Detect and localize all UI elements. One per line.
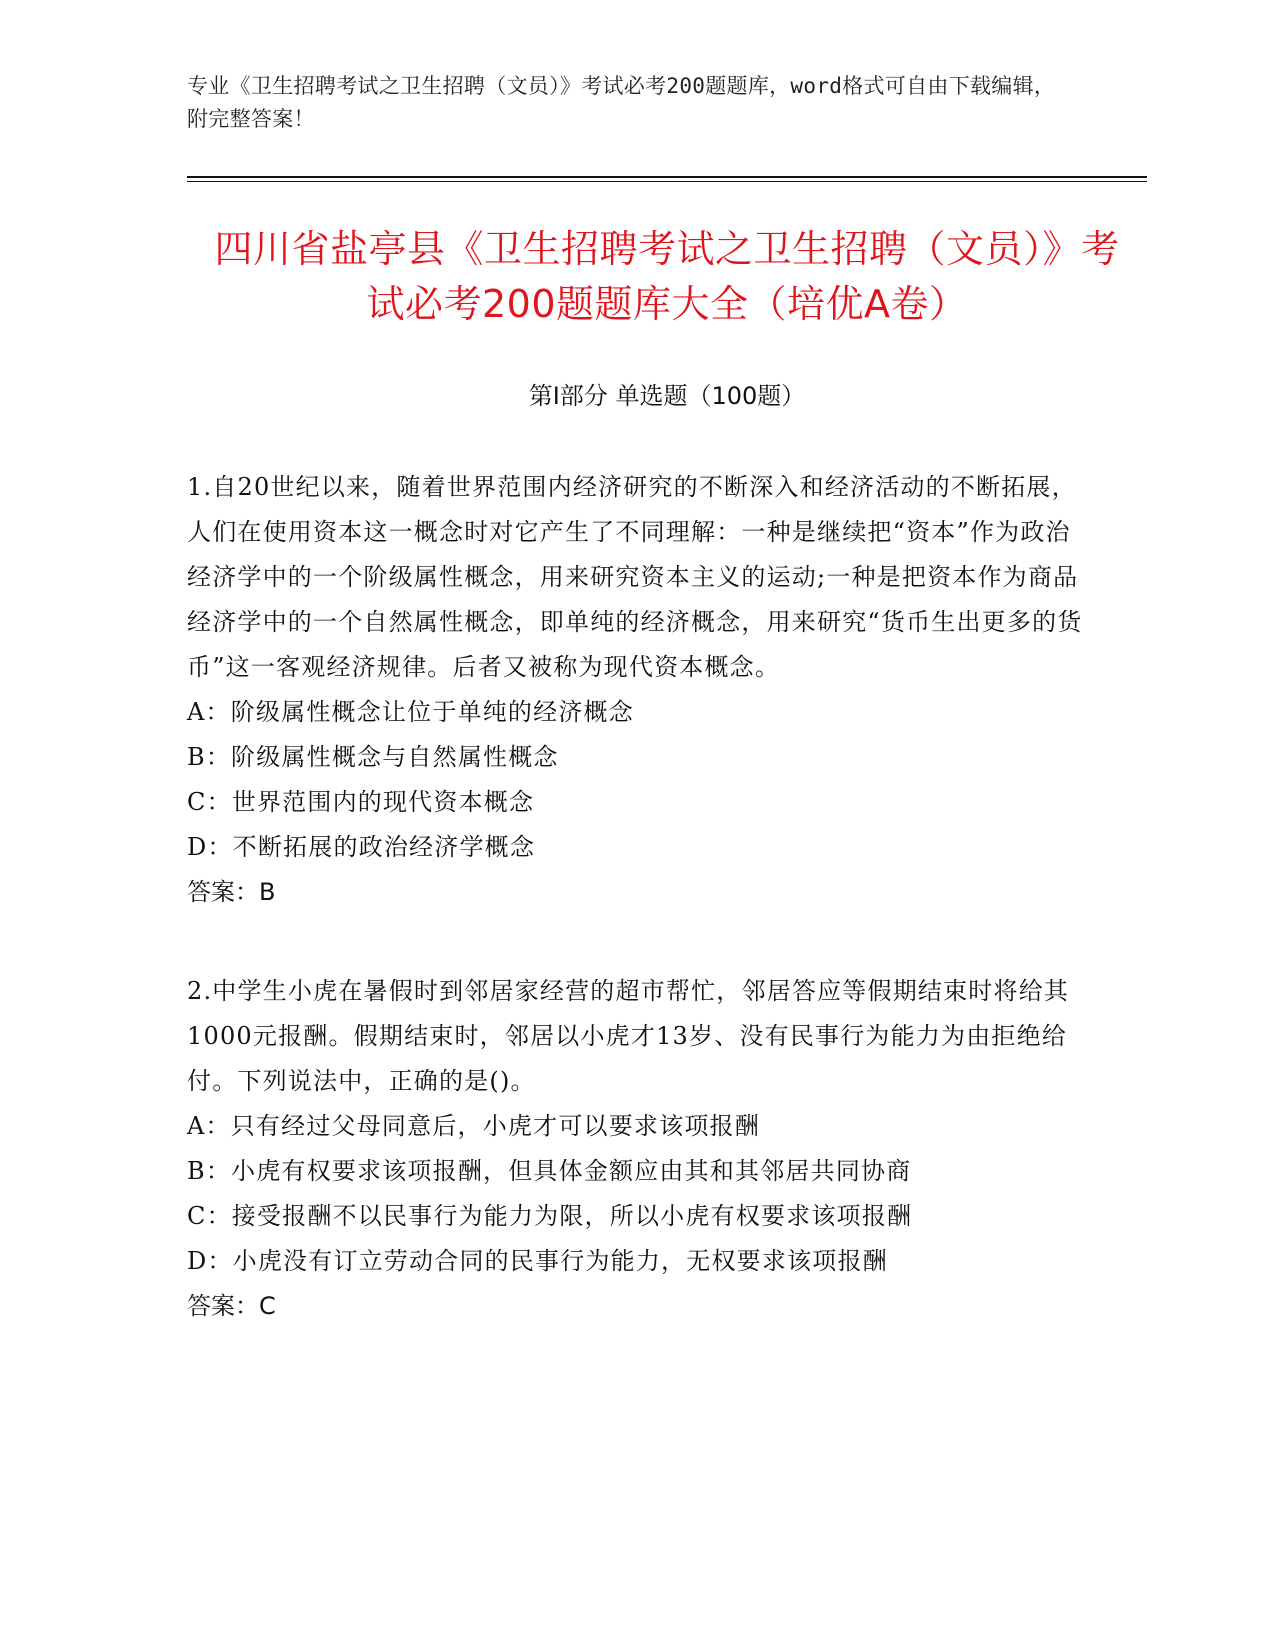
option-b: B：小虎有权要求该项报酬，但具体金额应由其和其邻居共同协商 [187,1157,912,1185]
document-page [187,70,1147,1329]
document-title: 四川省盐亭县《卫生招聘考试之卫生招聘（文员）》考试必考200题题库大全（培优A卷） [214,227,1120,326]
option-a: A：阶级属性概念让位于单纯的经济概念 [187,698,634,726]
option-d: D：不断拓展的政治经济学概念 [187,833,536,861]
section-title: 第Ⅰ部分 单选题（100题） [528,382,806,410]
header-divider-thick [187,176,1147,178]
question-stem: 1.自20世纪以来，随着世界范围内经济研究的不断深入和经济活动的不断拓展，人们在使用资本这一概念时对它产生了不同理解：一种是继续把“资本”作为政治经济学中的一个阶级属性概念，用来研究资本主义的运动;一种是把资本作为商品经济学中的一个自然属性概念，即单纯的经济概念，用来研究“货币生出更多的货币”这一客观经济规律。后者又被称为现代资本概念。 [187,473,1083,681]
option-b: B：阶级属性概念与自然属性概念 [187,743,559,771]
answer-line: 答案：B [187,878,276,906]
answer-line: 答案：C [187,1292,276,1320]
header-divider-thin [187,181,1147,182]
question-item [187,969,1147,1329]
option-c: C：接受报酬不以民事行为能力为限，所以小虎有权要求该项报酬 [187,1202,913,1230]
option-d: D：小虎没有订立劳动合同的民事行为能力，无权要求该项报酬 [187,1247,888,1275]
header-note: 专业《卫生招聘考试之卫生招聘（文员）》考试必考200题题库，word格式可自由下载编辑，附完整答案！ [187,74,1056,131]
option-a: A：只有经过父母同意后，小虎才可以要求该项报酬 [187,1112,760,1140]
question-stem: 2.中学生小虎在暑假时到邻居家经营的超市帮忙，邻居答应等假期结束时将给其1000元报酬。假期结束时，邻居以小虎才13岁、没有民事行为能力为由拒绝给付。下列说法中，正确的是()。 [187,977,1070,1095]
question-item [187,465,1147,915]
option-c: C：世界范围内的现代资本概念 [187,788,535,816]
